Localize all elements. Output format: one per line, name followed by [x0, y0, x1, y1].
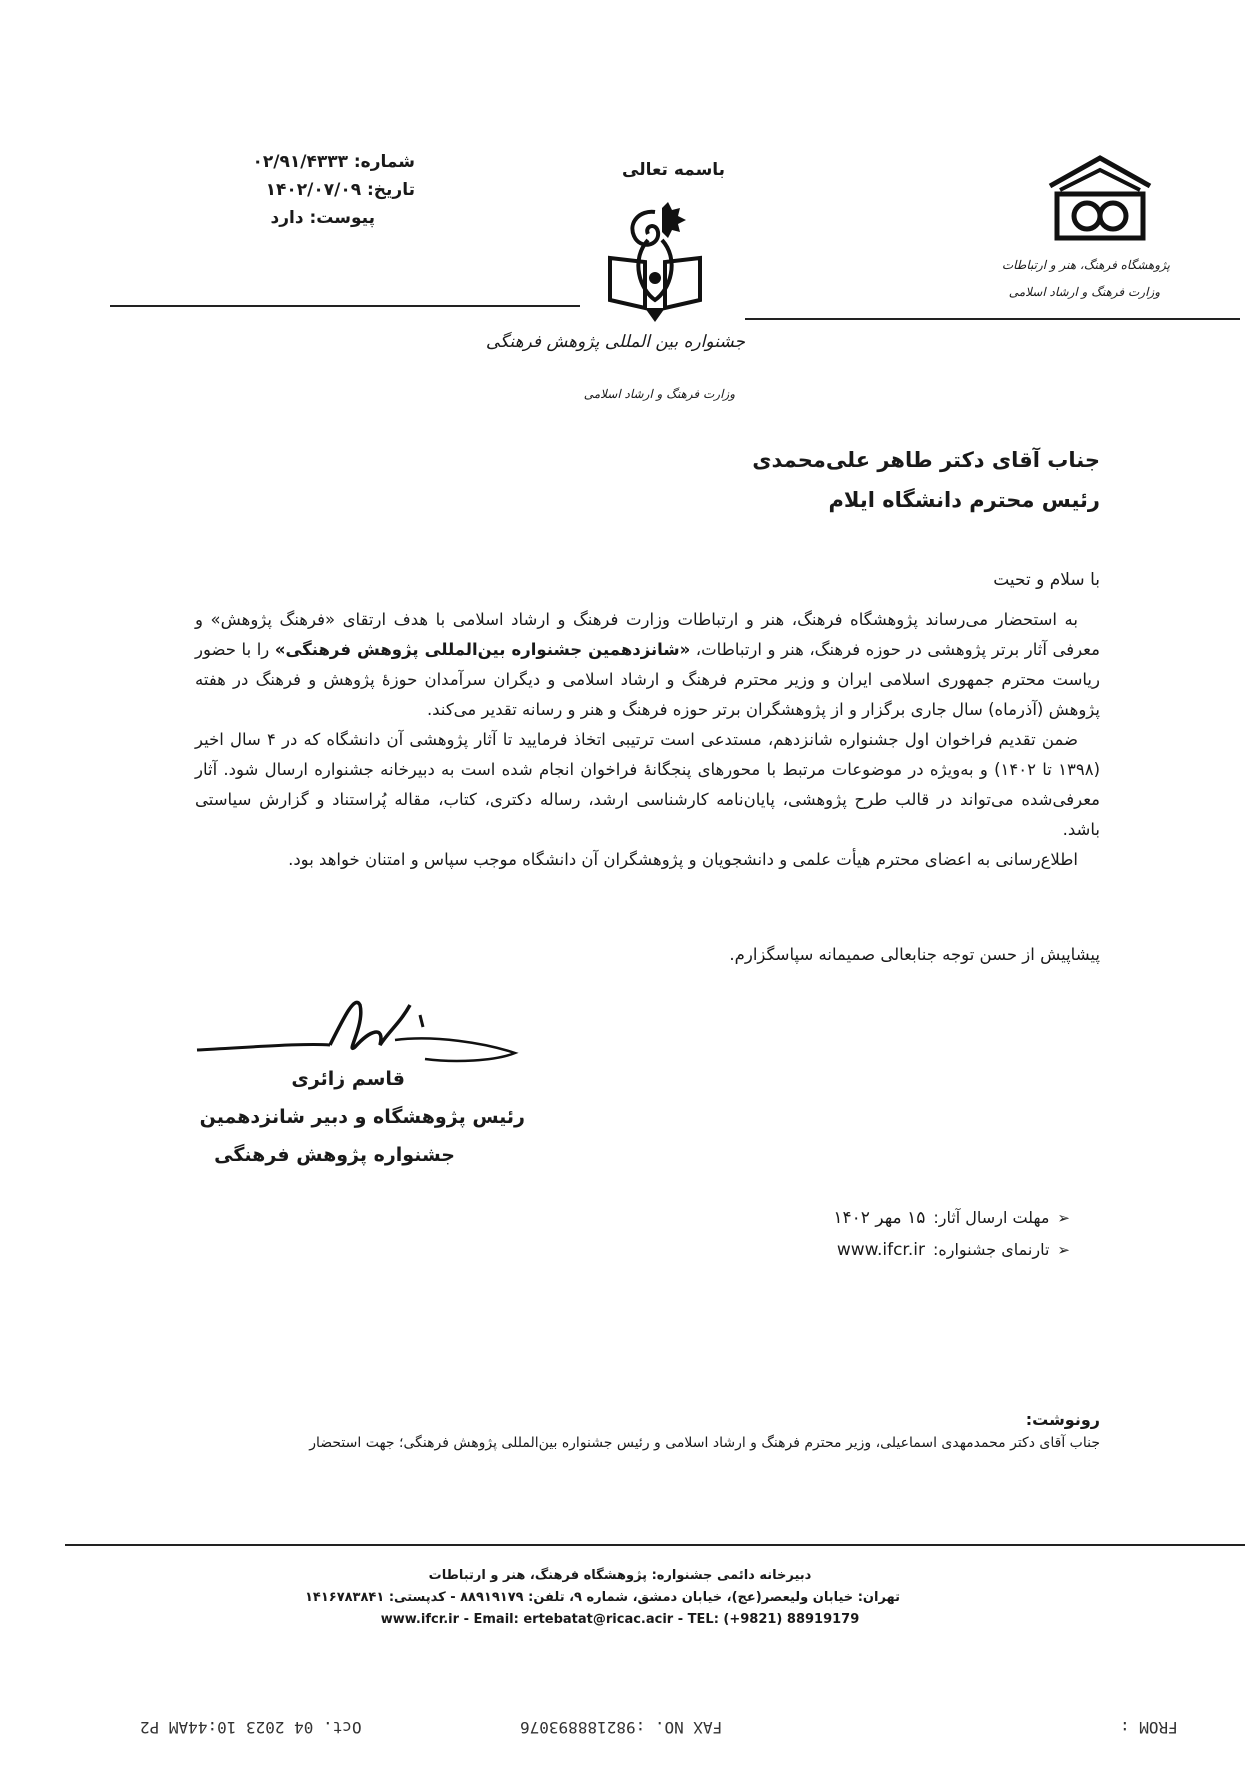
- institute-logo: [1045, 150, 1155, 245]
- institute-caption-2: وزارت فرهنگ و ارشاد اسلامی: [1008, 285, 1160, 299]
- cc-title: رونوشت:: [1025, 1410, 1100, 1429]
- closing-line: پیشاپیش از حسن توجه جنابعالی صمیمانه سپاسگزارم.: [729, 945, 1100, 964]
- fax-from: FROM :: [1120, 1718, 1178, 1737]
- footer-secretariat: دبیرخانه دائمی جشنواره: پژوهشگاه فرهنگ، هنر و ارتباطات: [428, 1568, 812, 1583]
- letter-number: شماره: ۰۲/۹۱/۴۳۳۳: [252, 152, 415, 172]
- letter-date: تاریخ: ۱۴۰۲/۰۷/۰۹: [265, 180, 415, 200]
- arrow-icon: ➢: [1057, 1209, 1070, 1227]
- letter-meta: [155, 148, 415, 232]
- footer-contacts: www.ifcr.ir - Email: ertebatat@ricac.acir - TEL: (+9821) 88919179: [380, 1612, 860, 1627]
- paragraph-3: اطلاع‌رسانی به اعضای محترم هیأت علمی و دانشجویان و پژوهشگران آن دانشگاه موجب سپاس و امتنان خواهد بود.: [288, 850, 1078, 869]
- note-website: ➢ تارنمای جشنواره: www.ifcr.ir: [780, 1234, 1070, 1266]
- festival-name: «شانزدهمین جشنواره بین‌المللی پژوهش فرهنگی»: [274, 640, 691, 659]
- recipient-block: [600, 440, 1100, 520]
- cc-text: جناب آقای دکتر محمدمهدی اسماعیلی، وزیر محترم فرهنگ و ارشاد اسلامی و رئیس جشنواره بین‌المللی پژوهش فرهنگی؛ جهت استحضار: [309, 1435, 1100, 1451]
- fax-date: Oct. 04 2023 10:44AM P2: [140, 1718, 362, 1737]
- arrow-icon: ➢: [1057, 1241, 1070, 1259]
- recipient-title: رئیس محترم دانشگاه ایلام: [828, 488, 1100, 512]
- festival-caption: جشنواره بین المللی پژوهش فرهنگی: [485, 332, 745, 352]
- notes-list: [780, 1202, 1070, 1266]
- ministry-caption: وزارت فرهنگ و ارشاد اسلامی: [583, 387, 735, 401]
- note-deadline: ➢ مهلت ارسال آثار: ۱۵ مهر ۱۴۰۲: [780, 1202, 1070, 1234]
- footer-address: تهران: خیابان ولیعصر(عج)، خیابان دمشق، شماره ۹، تلفن: ۸۸۹۱۹۱۷۹ - کدپستی: ۱۴۱۶۷۸۳۸۴۱: [304, 1590, 900, 1605]
- signer-title-2: جشنواره پژوهش فرهنگی: [214, 1144, 455, 1166]
- basmala: باسمه تعالی: [622, 160, 726, 180]
- paragraph-2: ضمن تقدیم فراخوان اول جشنواره شانزدهم، مستدعی است ترتیبی اتخاذ فرمایید تا آثار پژوهشی آن دانشگاه که در ۴ سال اخیر (۱۳۹۸ تا ۱۴۰۲) و به‌ویژه در موضوعات مرتبط با محورهای پنجگانهٔ فراخوان انجام شده است به دبیرخانه جشنواره ارسال شود. آثار معرفی‌شده می‌تواند در قالب طرح پژوهشی، پایان‌نامه کارشناسی ارشد، رساله دکتری، کتاب، مقاله پُراستناد و گزارش سیاستی باشد.: [195, 730, 1101, 839]
- festival-logo: [600, 200, 710, 325]
- header-rule-left: [110, 305, 580, 307]
- letter-attachment: پیوست: دارد: [270, 208, 375, 228]
- institute-caption-1: پژوهشگاه فرهنگ، هنر و ارتباطات: [1001, 258, 1170, 272]
- footer-block: [304, 1565, 900, 1631]
- letter-body: [195, 605, 1100, 875]
- signer-title-1: رئیس پژوهشگاه و دبیر شانزدهمین: [199, 1106, 525, 1128]
- signer-block: [195, 1060, 525, 1174]
- footer-rule: [65, 1544, 1245, 1546]
- greeting: با سلام و تحیت: [993, 570, 1100, 590]
- header-rule-right: [745, 318, 1240, 320]
- website-link[interactable]: www.ifcr.ir: [836, 1240, 925, 1260]
- recipient-name: جناب آقای دکتر طاهر علی‌محمدی: [752, 448, 1100, 472]
- signer-name: قاسم زائری: [291, 1068, 405, 1090]
- paragraph-1: به استحضار می‌رساند پژوهشگاه فرهنگ، هنر و ارتباطات وزارت فرهنگ و ارشاد اسلامی با هدف ارتقای «فرهنگ پژوهش» و معرفی آثار برتر پژوهشی در حوزه فرهنگ، هنر و ارتباطات، «شانزدهمین جشنواره بین‌المللی پژوهش فرهنگی» را با حضور ریاست محترم جمهوری اسلامی ایران و وزیر محترم فرهنگ و ارشاد اسلامی و دیگران سرآمدان حوزهٔ پژوهش و فرهنگ در هفته پژوهش (آذرماه) سال جاری برگزار و از پژوهشگران برتر حوزه فرهنگ و هنر و رسانه تقدیر می‌کند.: [195, 610, 1100, 719]
- fax-number: FAX NO. :982188893076: [520, 1718, 723, 1737]
